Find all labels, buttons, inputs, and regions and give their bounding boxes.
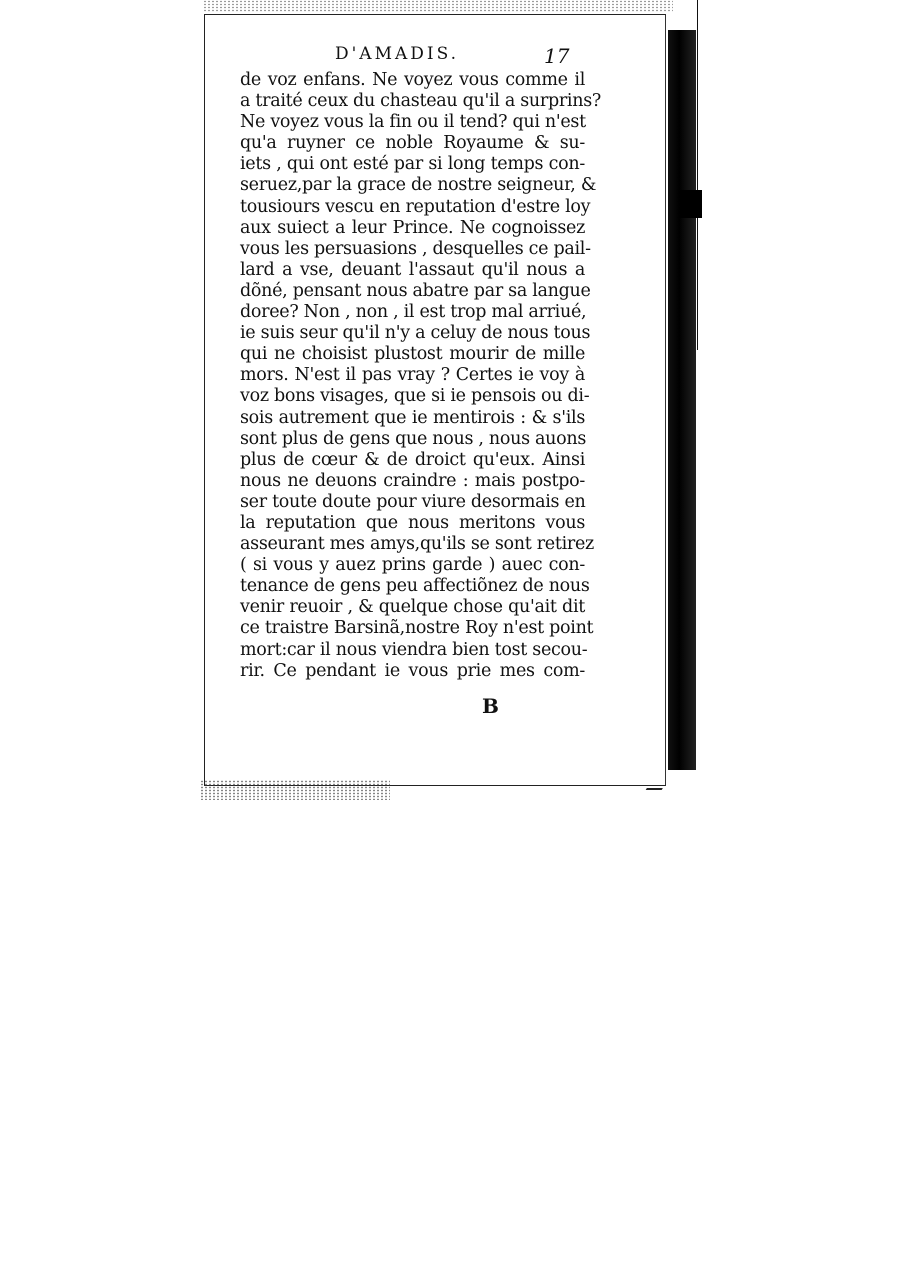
text-line: mort:car il nous viendra bien tost secou- <box>240 639 588 660</box>
fore-edge-notch <box>680 190 702 218</box>
text-line: Ne voyez vous la fin ou il tend? qui n'est <box>240 112 586 133</box>
text-line: a traité ceux du chasteau qu'il a surprins? <box>240 91 601 112</box>
text-line: ser toute doute pour viure desormais en <box>240 491 586 512</box>
text-line: nous ne deuons craindre : mais postpo- <box>240 470 585 491</box>
text-line: ce traistre Barsinã,nostre Roy n'est point <box>240 618 594 639</box>
running-head: D'AMADIS. <box>335 44 460 64</box>
page-number: 17 <box>544 44 570 68</box>
text-line: lard a vse, deuant l'assaut qu'il nous a <box>240 259 585 280</box>
text-line: voz bons visages, que si ie pensois ou di- <box>240 386 590 407</box>
scan-noise-bottom <box>200 780 390 800</box>
text-line: sont plus de gens que nous , nous auons <box>240 428 587 449</box>
text-line: vous les persuasions , desquelles ce pail- <box>240 238 591 259</box>
text-line: tousiours vescu en reputation d'estre loy <box>240 196 591 217</box>
text-line: asseurant mes amys,qu'ils se sont retirez <box>240 534 594 555</box>
corner-mark <box>646 782 667 790</box>
text-line: seruez,par la grace de nostre seigneur, & <box>240 175 597 196</box>
text-line: plus de cœur & de droict qu'eux. Ainsi <box>240 449 585 470</box>
text-line: ie suis seur qu'il n'y a celuy de nous tous <box>240 323 591 344</box>
text-line: venir reuoir , & quelque chose qu'ait dit <box>240 597 585 618</box>
text-line: aux suiect a leur Prince. Ne cognoissez <box>240 217 585 238</box>
text-line: de voz enfans. Ne voyez vous comme il <box>240 70 585 90</box>
fore-edge-shadow <box>668 30 696 770</box>
text-line: la reputation que nous meritons vous <box>240 512 585 533</box>
body-text <box>240 70 601 682</box>
text-line: sois autrement que ie mentirois : & s'ils <box>240 407 585 428</box>
text-line: qui ne choisist plustost mourir de mille <box>240 344 585 365</box>
signature-mark: B <box>482 694 499 718</box>
text-line: rir. Ce pendant ie vous prie mes com- <box>240 660 585 681</box>
scan-noise-top <box>203 0 673 12</box>
text-line: iets , qui ont esté par si long temps con- <box>240 154 585 175</box>
text-line: qu'a ruyner ce noble Royaume & su- <box>240 133 585 154</box>
text-line: tenance de gens peu affectiõnez de nous <box>240 576 590 597</box>
text-line: ( si vous y auez prins garde ) auec con- <box>240 555 585 576</box>
text-line: dõné, pensant nous abatre par sa langue <box>240 280 591 301</box>
text-line: doree? Non , non , il est trop mal arriué, <box>240 302 587 323</box>
scan-edge-line <box>697 0 698 350</box>
text-line: mors. N'est il pas vray ? Certes ie voy à <box>240 365 585 386</box>
